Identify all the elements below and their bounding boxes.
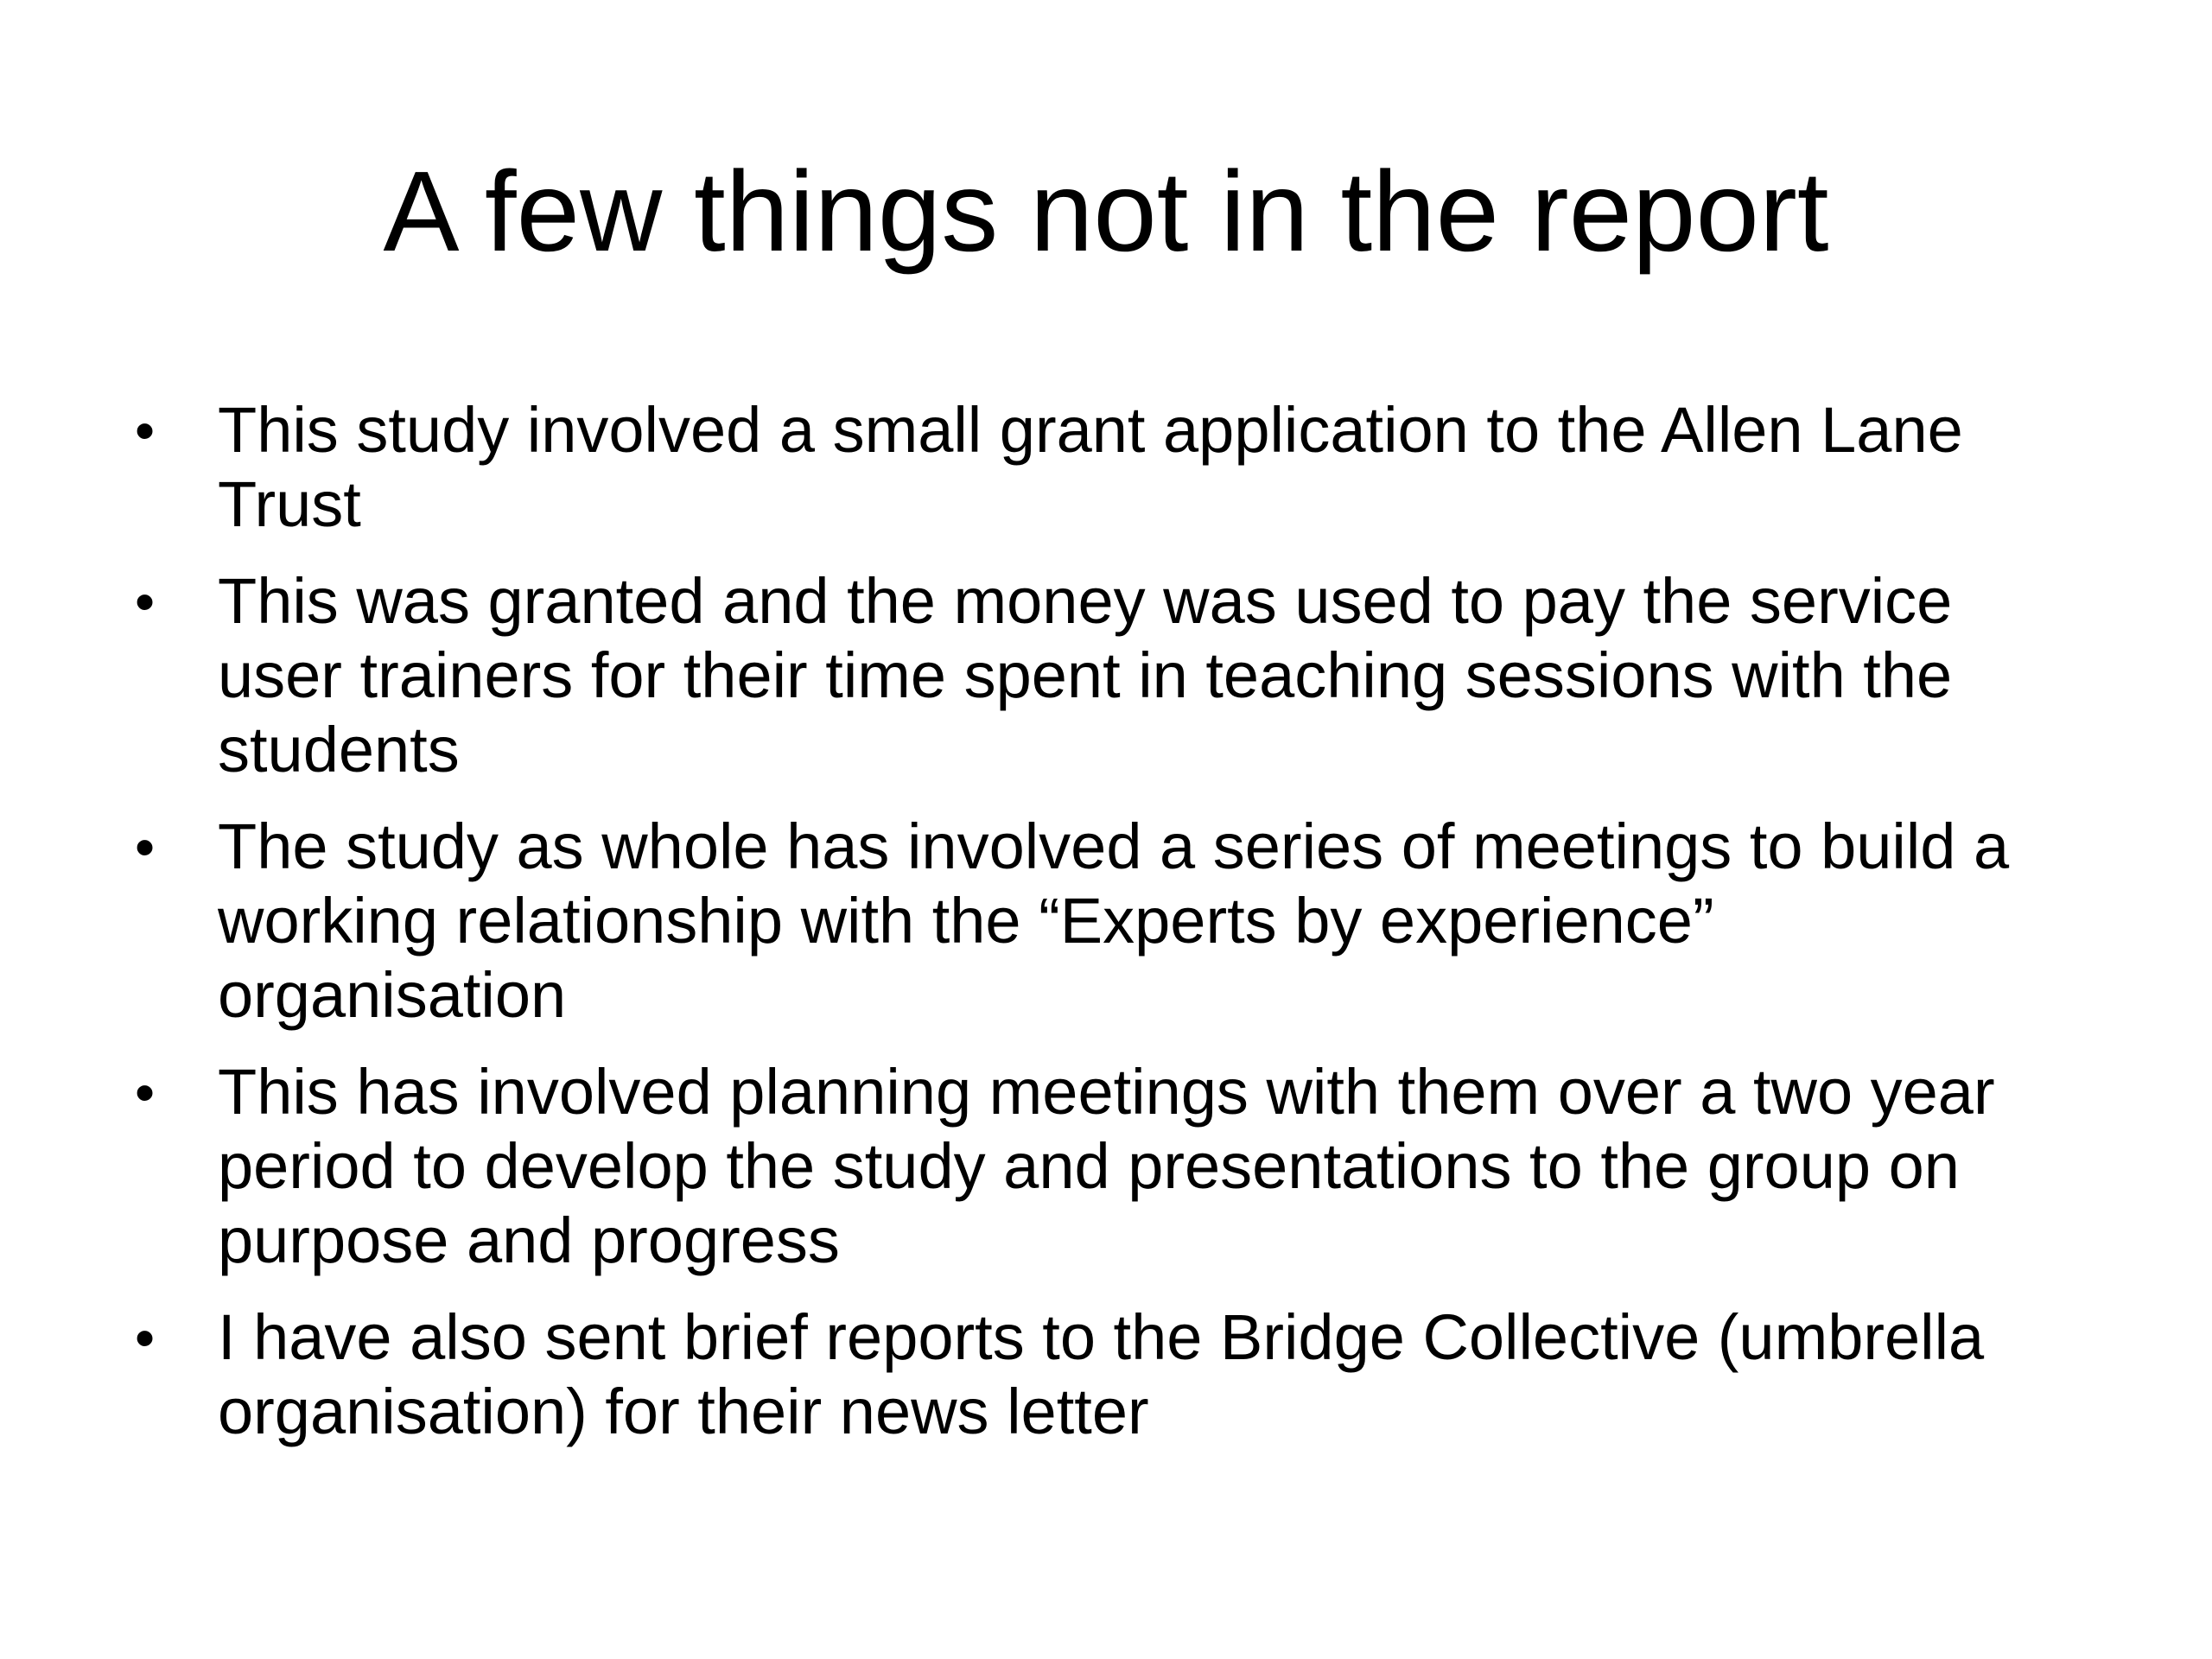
bullet-text: This study involved a small grant application to the Allen Lane Trust	[218, 394, 1963, 540]
bullet-dot-icon: •	[135, 398, 156, 462]
bullet-text: The study as whole has involved a series of meetings to build a working relationship with the “Experts by experience” organisation	[218, 810, 2010, 1031]
bullet-text: This has involved planning meetings with them over a two year period to develop the study and presentations to the group on purpose and progress	[218, 1056, 1995, 1276]
bullet-dot-icon: •	[135, 569, 156, 633]
bullet-text: I have also sent brief reports to the Bridge Collective (umbrella organisation) for their news letter	[218, 1301, 1985, 1447]
bullet-item	[130, 810, 2074, 1033]
bullet-dot-icon: •	[135, 1060, 156, 1124]
bullet-item	[130, 1055, 2074, 1278]
slide-title: A few things not in the report	[383, 148, 1829, 275]
bullet-item	[130, 393, 2074, 542]
bullet-text: This was granted and the money was used to pay the service user trainers for their time spent in teaching sessions with the students	[218, 565, 1953, 785]
bullet-dot-icon: •	[135, 1306, 156, 1370]
bullet-item	[130, 564, 2074, 787]
bullet-item	[130, 1300, 2074, 1449]
bullet-dot-icon: •	[135, 815, 156, 879]
bullet-list	[130, 393, 2074, 1471]
